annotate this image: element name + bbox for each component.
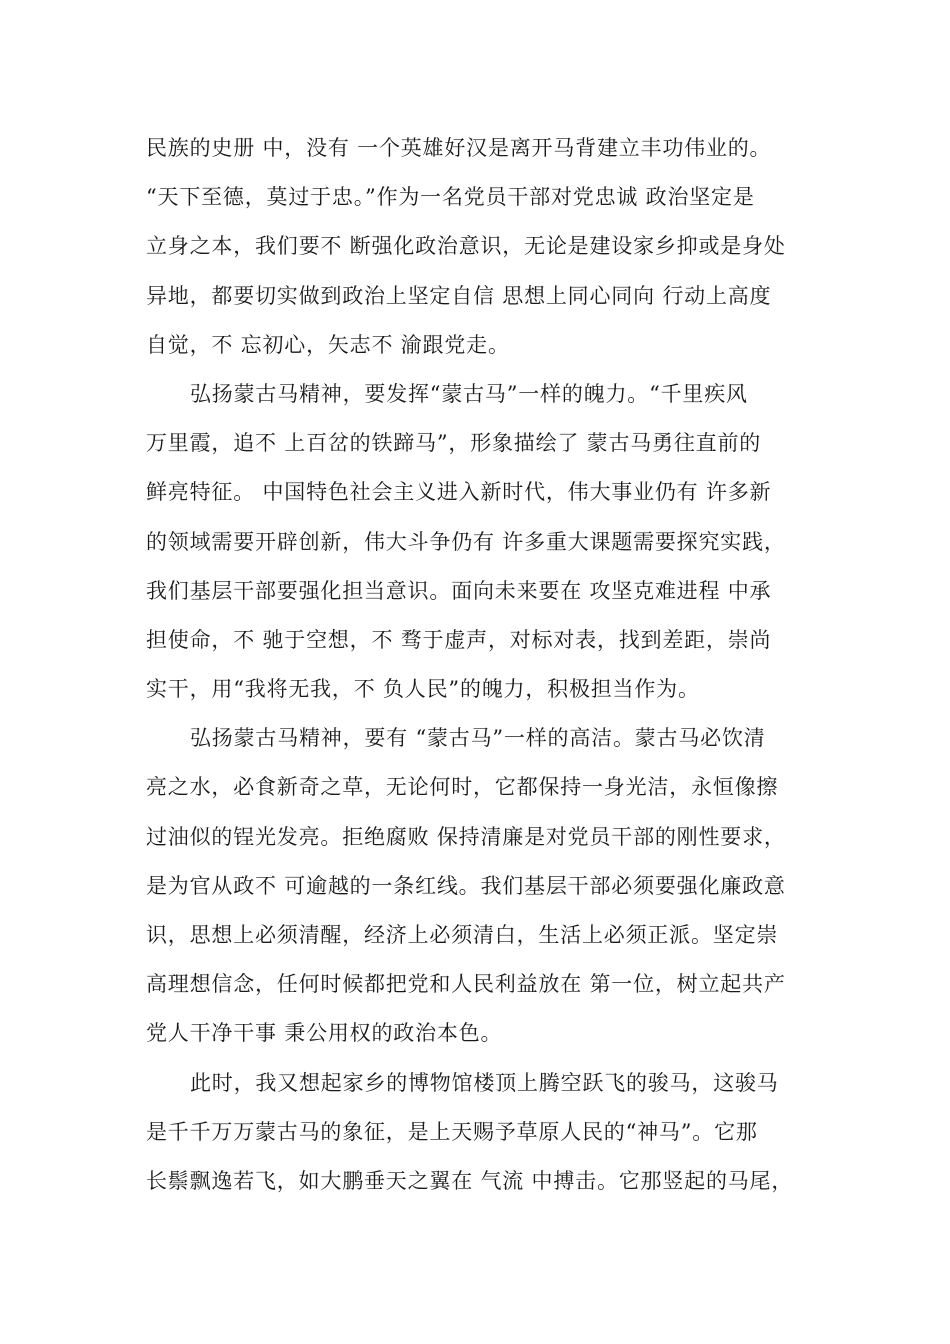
body-text [146,124,806,1206]
text-line: 是千千万万蒙古马的象征，是上天赐予草原人民的“神马”。它那 [146,1119,758,1144]
text-line: 过油似的锃光发亮。拒绝腐败 保持清廉是对党员干部的刚性要求， [146,824,786,849]
text-line: 民族的史册 中，没有 一个英雄好汉是离开马背建立丰功伟业的。 [146,136,772,160]
text-line: 的领域需要开辟创新，伟大斗争仍有 许多重大课题需要探究实践， [146,529,786,554]
text-line: 异地，都要切实做到政治上坚定自信 思想上同心同向 行动上高度 [146,283,772,308]
text-line: 党人干净干事 秉公用权的政治本色。 [146,1021,503,1046]
text-line: 长鬃飘逸若飞，如大鹏垂天之翼在 气流 中搏击。它那竖起的马尾， [146,1168,794,1193]
text-line: 识，思想上必须清醒，经济上必须清白，生活上必须正派。坚定崇 [146,923,779,947]
text-line: 此时，我又想起家乡的博物馆楼顶上腾空跃飞的骏马，这骏马 [190,1070,779,1095]
text-line: 实干，用“我将无我，不 负人民”的魄力，积极担当作为。 [146,677,700,702]
text-line: 担使命，不 驰于空想，不 骛于虚声，对标对表，找到差距，崇尚 [146,627,772,652]
text-line: 自觉，不 忘初心，矢志不 渝跟党走。 [146,332,510,357]
text-line: 弘扬蒙古马精神，要发挥“蒙古马”一样的魄力。“千里疾风 [190,381,748,406]
text-line: 是为官从政不 可逾越的一条红线。我们基层干部必须要强化廉政意 [146,873,786,898]
text-line: 高理想信念，任何时候都把党和人民利益放在 第一位，树立起共产 [146,972,786,997]
text-line: 鲜亮特征。 中国特色社会主义进入新时代，伟大事业仍有 许多新 [146,480,772,505]
text-line: 弘扬蒙古马精神，要有 “蒙古马”一样的高洁。蒙古马必饮清 [190,726,766,751]
text-line: 我们基层干部要强化担当意识。面向未来要在 攻坚克难进程 中承 [146,578,772,603]
text-line: 万里霞，追不 上百岔的铁蹄马”，形象描绘了 蒙古马勇往直前的 [146,431,762,456]
text-line: 亮之水，必食新奇之草，无论何时，它都保持一身光洁，永恒像擦 [146,775,779,800]
text-line: 立身之本，我们要不 断强化政治意识，无论是建设家乡抑或是身处 [146,234,786,259]
text-line: “天下至德，莫过于忠。”作为一名党员干部对党忠诚 政治坚定是 [146,185,755,210]
